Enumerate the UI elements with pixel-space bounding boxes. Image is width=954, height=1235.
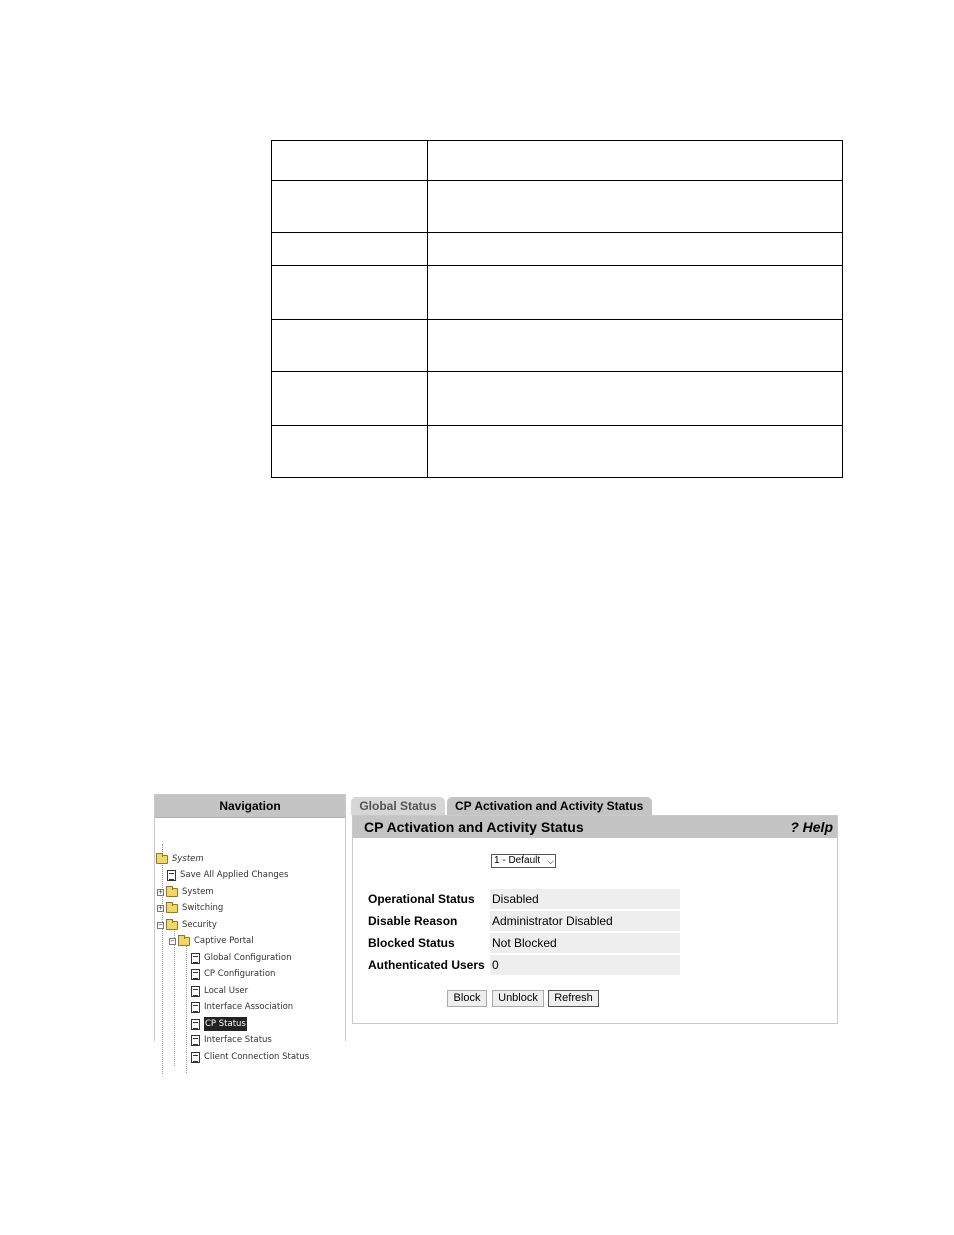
document-icon: [191, 1035, 200, 1046]
tree-item-local-user[interactable]: Local User: [191, 984, 248, 998]
content-panel: [352, 815, 838, 1024]
chevron-down-icon: ⌵: [547, 856, 554, 866]
table-cell: [428, 372, 843, 426]
document-table: [271, 140, 843, 478]
table-cell: [428, 426, 843, 478]
collapse-minus-icon[interactable]: −: [158, 920, 163, 929]
status-table: [366, 887, 680, 977]
row-label: Authenticated Users: [366, 955, 490, 975]
expand-plus-icon[interactable]: +: [158, 903, 163, 912]
tree-item-global-configuration[interactable]: Global Configuration: [191, 951, 291, 965]
table-row: [272, 141, 843, 181]
table-row: [272, 181, 843, 233]
content-header: [353, 816, 837, 838]
table-cell: [428, 181, 843, 233]
table-row: [366, 911, 680, 931]
table-row: [366, 933, 680, 953]
select-value: 1 - Default: [494, 855, 541, 866]
table-row: [366, 955, 680, 975]
table-cell: [428, 320, 843, 372]
table-cell: [428, 141, 843, 181]
document-icon: [191, 1052, 200, 1063]
collapse-minus-icon[interactable]: −: [170, 936, 175, 945]
table-row: [272, 372, 843, 426]
tree-item-security[interactable]: − Security: [158, 920, 217, 930]
tree-item-switching[interactable]: + Switching: [158, 903, 224, 913]
unblock-button[interactable]: Unblock: [492, 990, 544, 1007]
document-icon: [167, 870, 176, 881]
block-button[interactable]: Block: [447, 990, 487, 1007]
table-row: [272, 426, 843, 478]
refresh-button[interactable]: Refresh: [548, 990, 599, 1007]
page-title: CP Activation and Activity Status: [364, 819, 584, 835]
tree-item-client-connection-status[interactable]: Client Connection Status: [191, 1050, 309, 1064]
document-icon: [191, 969, 200, 980]
row-label: Blocked Status: [366, 933, 490, 953]
table-row: [272, 233, 843, 266]
tree-line: [186, 943, 187, 1073]
folder-open-icon: [156, 855, 168, 864]
row-label: Operational Status: [366, 889, 490, 909]
tree-item-cp-configuration[interactable]: CP Configuration: [191, 967, 275, 981]
row-label: Disable Reason: [366, 911, 490, 931]
table-cell: [272, 181, 428, 233]
document-icon: [191, 986, 200, 997]
tree-item-cp-status[interactable]: CP Status: [191, 1017, 247, 1031]
captive-portal-select[interactable]: [491, 854, 556, 868]
document-icon: [191, 1019, 200, 1030]
row-value: Disabled: [490, 889, 680, 909]
table-cell: [272, 320, 428, 372]
table-row: [272, 266, 843, 320]
table-cell: [428, 266, 843, 320]
navigation-header: Navigation: [155, 795, 345, 818]
folder-icon: [166, 888, 178, 897]
table-cell: [272, 372, 428, 426]
table-cell: [272, 266, 428, 320]
tree-item-interface-association[interactable]: Interface Association: [191, 1000, 293, 1014]
document-icon: [191, 953, 200, 964]
navigation-panel: [154, 794, 346, 1062]
table-cell: [272, 141, 428, 181]
tree-item-save-all-applied-changes[interactable]: Save All Applied Changes: [167, 868, 288, 882]
row-value: 0: [490, 955, 680, 975]
tree-item-interface-status[interactable]: Interface Status: [191, 1033, 272, 1047]
tab-global-status[interactable]: Global Status: [351, 797, 445, 815]
folder-open-icon: [166, 921, 178, 930]
document-icon: [191, 1002, 200, 1013]
tree-line: [162, 844, 163, 1074]
table-cell: [272, 233, 428, 266]
tree-item-system-root[interactable]: System: [156, 852, 204, 866]
folder-open-icon: [178, 937, 190, 946]
help-link[interactable]: ? Help: [790, 819, 833, 835]
table-row: [366, 889, 680, 909]
table-cell: [272, 426, 428, 478]
table-cell: [428, 233, 843, 266]
tree-item-system[interactable]: + System: [158, 887, 214, 897]
tree-item-captive-portal[interactable]: − Captive Portal: [170, 936, 254, 946]
tab-cp-activation-and-activity-status[interactable]: CP Activation and Activity Status: [447, 797, 652, 815]
table-row: [272, 320, 843, 372]
expand-plus-icon[interactable]: +: [158, 887, 163, 896]
folder-icon: [166, 904, 178, 913]
row-value: Administrator Disabled: [490, 911, 680, 931]
row-value: Not Blocked: [490, 933, 680, 953]
